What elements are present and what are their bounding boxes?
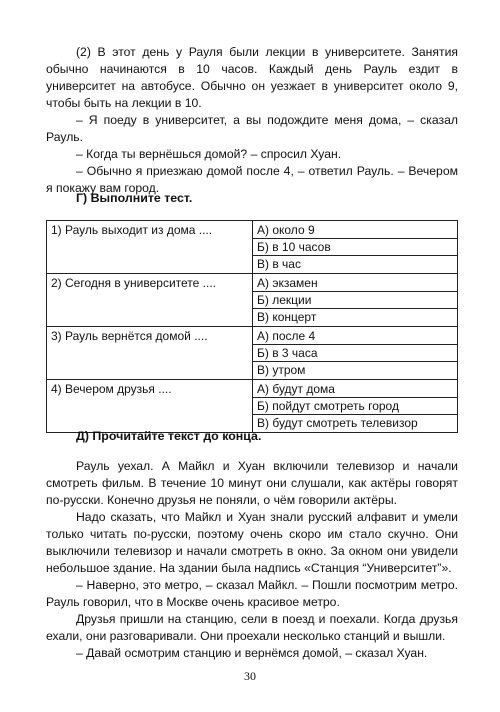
read-heading: Д) Прочитайте текст до конца. (76, 429, 262, 443)
test-options (253, 221, 458, 274)
test-option[interactable]: А) будут дома (257, 382, 335, 396)
test-options (253, 274, 458, 327)
passage-2-paragraph: Рауль уехал. А Майкл и Хуан включили телевизор и начали смотреть фильм. В течение 10 минут они слушали, как актёры говорят по-русски. Конечно друзья не поняли, о чём говорили актёры. (46, 459, 458, 507)
dialogue-line: – Я поеду в университет, а вы подождите меня дома, – сказал Рауль. (46, 113, 458, 144)
test-option[interactable]: В) утром (253, 361, 457, 378)
test-table (46, 220, 458, 433)
passage-2-paragraph: – Давай осмотрим станцию и вернёмся домой, – сказал Хуан. (76, 646, 428, 660)
test-option[interactable]: А) экзамен (257, 276, 318, 290)
table-row (47, 327, 458, 380)
passage-2-paragraph: – Наверно, это метро, – сказал Майкл. – Пошли посмотрим метро. Рауль говорил, что в Москве очень красивое метро. (46, 578, 458, 609)
passage-1 (46, 44, 458, 197)
passage-2-paragraph: Надо сказать, что Майкл и Хуан знали русский алфавит и умели только читать по-русски, поэтому очень скоро им стало скучно. Они выключили телевизор и начали смотреть в окно. За окном они увидели небольшое здание. На здании была надпись «Станция “Университет”». (46, 510, 458, 575)
test-option[interactable]: Б) в 3 часа (253, 344, 457, 361)
table-row (47, 274, 458, 327)
table-row (47, 221, 458, 274)
test-heading: Г) Выполните тест. (76, 191, 193, 205)
test-option[interactable]: В) в час (253, 255, 457, 272)
table-row (47, 380, 458, 433)
passage-2 (46, 458, 458, 662)
passage-1-paragraph: (2) В этот день у Рауля были лекции в университете. Занятия обычно начинаются в 10 часов. Каждый день Рауль ездит в университет на автобусе. Обычно он уезжает в университет около 9, чтобы быть на лекции в 10. (46, 45, 458, 110)
test-options (253, 380, 458, 433)
test-option[interactable]: Б) лекции (253, 291, 457, 308)
test-option[interactable]: Б) пойдут смотреть город (253, 397, 457, 414)
test-question: 1) Рауль выходит из дома .... (47, 221, 253, 274)
test-options (253, 327, 458, 380)
dialogue-line: – Обычно я приезжаю домой после 4, – ответил Рауль. – Вечером я покажу вам город. (46, 164, 458, 195)
test-option[interactable]: В) концерт (253, 308, 457, 325)
test-option[interactable]: А) после 4 (257, 329, 316, 343)
test-question: 3) Рауль вернётся домой .... (47, 327, 253, 380)
test-option[interactable]: А) около 9 (257, 223, 315, 237)
test-option[interactable]: В) будут смотреть телевизор (253, 414, 457, 431)
page-number: 30 (244, 669, 256, 683)
passage-2-paragraph: Друзья пришли на станцию, сели в поезд и поехали. Когда друзья ехали, они разговаривали. Они проехали несколько станций и вышли. (46, 612, 458, 643)
dialogue-line: – Когда ты вернёшься домой? – спросил Хуан. (76, 147, 342, 161)
test-question: 2) Сегодня в университете .... (47, 274, 253, 327)
test-option[interactable]: Б) в 10 часов (253, 238, 457, 255)
test-question: 4) Вечером друзья .... (47, 380, 253, 433)
